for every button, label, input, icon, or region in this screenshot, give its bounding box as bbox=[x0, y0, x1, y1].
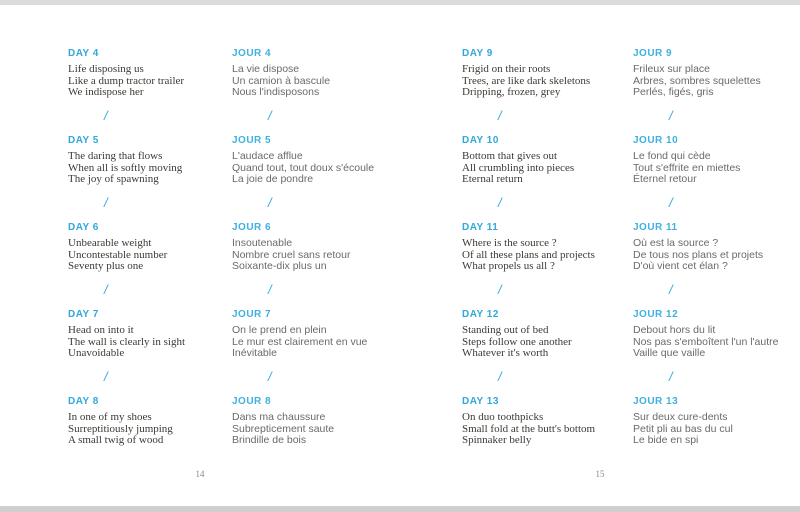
separator-slash: / bbox=[498, 194, 502, 210]
poem-entry bbox=[68, 309, 232, 396]
page-edge-bottom bbox=[0, 506, 800, 512]
day-label: DAY 13 bbox=[462, 396, 499, 407]
poem-line: In one of my shoes bbox=[68, 411, 152, 423]
separator-slash: / bbox=[268, 194, 272, 210]
day-label: DAY 4 bbox=[68, 48, 99, 59]
poem-line: Subrepticement saute bbox=[232, 422, 335, 435]
separator-slash: / bbox=[498, 281, 502, 297]
poem-line: Insoutenable bbox=[232, 237, 293, 249]
poem-line: Surreptitiously jumping bbox=[68, 422, 173, 435]
day-label: DAY 9 bbox=[462, 48, 493, 59]
jour-label: JOUR 6 bbox=[232, 222, 272, 233]
poem-line: Debout hors du lit bbox=[632, 324, 716, 336]
day-label: DAY 5 bbox=[68, 135, 99, 146]
poem-line: Eternal return bbox=[462, 173, 523, 185]
poem-line: The wall is clearly in sight bbox=[68, 335, 185, 348]
poem-line: All crumbling into pieces bbox=[462, 161, 575, 174]
poem-line: Nous l'indisposons bbox=[232, 86, 320, 98]
poem-entry bbox=[633, 222, 800, 309]
day-label: DAY 12 bbox=[462, 309, 499, 320]
poem-line: Inévitable bbox=[232, 347, 277, 359]
separator-slash: / bbox=[668, 281, 673, 297]
jour-label: JOUR 5 bbox=[232, 135, 272, 146]
poem-line: The daring that flows bbox=[68, 150, 163, 162]
poem-line: Life disposing us bbox=[68, 63, 144, 75]
poem-line: On duo toothpicks bbox=[462, 411, 544, 423]
poem-line: Unbearable weight bbox=[68, 237, 152, 249]
separator-slash: / bbox=[498, 107, 502, 123]
poem-line: Bottom that gives out bbox=[462, 150, 558, 162]
separator-slash: / bbox=[668, 368, 673, 384]
poem-line: Where is the source ? bbox=[462, 237, 557, 249]
separator-slash: / bbox=[104, 107, 108, 123]
separator-slash: / bbox=[268, 107, 272, 123]
poem-entry bbox=[68, 135, 232, 222]
poem-entry bbox=[462, 222, 633, 309]
poem-entry bbox=[68, 48, 232, 135]
poem-line: Spinnaker belly bbox=[462, 434, 532, 446]
poem-line: Où est la source ? bbox=[632, 237, 719, 249]
poem-line: Dans ma chaussure bbox=[232, 411, 326, 423]
jour-label: JOUR 7 bbox=[232, 309, 272, 320]
poem-line: Whatever it's worth bbox=[462, 347, 549, 359]
poem-line: Seventy plus one bbox=[68, 260, 144, 272]
poem-entry bbox=[633, 135, 800, 222]
poem-entry bbox=[633, 396, 800, 447]
poem-line: Sur deux cure-dents bbox=[632, 411, 728, 423]
page-number-left: 14 bbox=[195, 469, 205, 479]
poem-line: Le mur est clairement en vue bbox=[232, 335, 368, 348]
poem-line: Le bide en spi bbox=[632, 434, 699, 446]
poem-entry bbox=[633, 48, 800, 135]
poem-line: Standing out of bed bbox=[462, 324, 549, 336]
poem-line: Brindille de bois bbox=[232, 434, 307, 446]
poem-entry bbox=[232, 48, 400, 135]
poem-entry bbox=[232, 222, 400, 309]
poem-line: Frileux sur place bbox=[632, 63, 711, 75]
day-label: DAY 6 bbox=[68, 222, 99, 233]
poem-entry bbox=[68, 222, 232, 309]
page-number-right: 15 bbox=[595, 469, 605, 479]
poem-line: On le prend en plein bbox=[232, 324, 327, 336]
jour-label: JOUR 10 bbox=[632, 135, 679, 146]
day-label: DAY 8 bbox=[68, 396, 99, 407]
poem-line: Like a dump tractor trailer bbox=[68, 74, 185, 87]
poem-line: Trees, are like dark skeletons bbox=[462, 74, 591, 87]
column-english-left bbox=[68, 48, 232, 447]
poem-line: A small twig of wood bbox=[68, 434, 164, 446]
poem-line: Petit pli au bas du cul bbox=[632, 422, 733, 435]
separator-slash: / bbox=[268, 281, 272, 297]
poem-line: When all is softly moving bbox=[68, 161, 183, 174]
day-label: DAY 10 bbox=[462, 135, 499, 146]
poem-line: Arbres, sombres squelettes bbox=[632, 74, 761, 87]
poem-line: Small fold at the butt's bottom bbox=[462, 422, 596, 435]
jour-label: JOUR 13 bbox=[632, 396, 679, 407]
poem-line: Head on into it bbox=[68, 324, 134, 336]
poem-line: Unavoidable bbox=[68, 347, 125, 359]
poem-line: Le fond qui cède bbox=[632, 150, 711, 162]
day-label: DAY 11 bbox=[462, 222, 499, 233]
poem-line: La joie de pondre bbox=[232, 173, 314, 185]
separator-slash: / bbox=[668, 107, 673, 123]
poem-line: Perlés, figés, gris bbox=[632, 86, 714, 98]
column-french-right bbox=[633, 48, 800, 447]
poem-line: Éternel retour bbox=[632, 173, 697, 185]
poem-entry bbox=[68, 396, 232, 447]
poem-line: Dripping, frozen, grey bbox=[462, 86, 561, 98]
column-french-left bbox=[232, 48, 400, 447]
separator-slash: / bbox=[104, 368, 108, 384]
jour-label: JOUR 11 bbox=[632, 222, 678, 233]
poem-line: The joy of spawning bbox=[68, 173, 159, 185]
poem-line: Uncontestable number bbox=[68, 248, 168, 261]
poem-line: Vaille que vaille bbox=[632, 347, 706, 359]
poem-line: D'où vient cet élan ? bbox=[632, 260, 728, 272]
poem-entry bbox=[232, 396, 400, 447]
jour-label: JOUR 9 bbox=[632, 48, 673, 59]
poem-line: Soixante-dix plus un bbox=[232, 260, 327, 272]
separator-slash: / bbox=[498, 368, 502, 384]
poem-line: We indispose her bbox=[68, 86, 144, 98]
poem-entry bbox=[232, 135, 400, 222]
poem-entry bbox=[462, 396, 633, 447]
poem-line: Of all these plans and projects bbox=[462, 248, 595, 261]
page-right bbox=[400, 0, 800, 512]
poem-line: Tout s'effrite en miettes bbox=[632, 161, 741, 174]
poem-line: De tous nos plans et projets bbox=[632, 248, 764, 261]
poem-line: Frigid on their roots bbox=[462, 63, 551, 75]
poem-entry bbox=[232, 309, 400, 396]
jour-label: JOUR 8 bbox=[232, 396, 272, 407]
separator-slash: / bbox=[104, 281, 108, 297]
poem-entry bbox=[462, 309, 633, 396]
separator-slash: / bbox=[268, 368, 272, 384]
poem-entry bbox=[462, 135, 633, 222]
poem-line: La vie dispose bbox=[232, 63, 300, 75]
jour-label: JOUR 12 bbox=[632, 309, 679, 320]
poem-entry bbox=[633, 309, 800, 396]
poem-line: Quand tout, tout doux s'écoule bbox=[232, 161, 375, 174]
day-label: DAY 7 bbox=[68, 309, 99, 320]
poem-entry bbox=[462, 48, 633, 135]
poem-line: Nombre cruel sans retour bbox=[232, 248, 351, 261]
poem-line: L'audace afflue bbox=[232, 150, 303, 162]
column-english-right bbox=[462, 48, 633, 447]
separator-slash: / bbox=[668, 194, 673, 210]
poem-line: Un camion à bascule bbox=[232, 74, 331, 87]
separator-slash: / bbox=[104, 194, 108, 210]
poem-line: What propels us all ? bbox=[462, 260, 555, 272]
jour-label: JOUR 4 bbox=[232, 48, 272, 59]
poem-line: Nos pas s'emboîtent l'un l'autre bbox=[632, 335, 779, 348]
poem-line: Steps follow one another bbox=[462, 335, 572, 348]
